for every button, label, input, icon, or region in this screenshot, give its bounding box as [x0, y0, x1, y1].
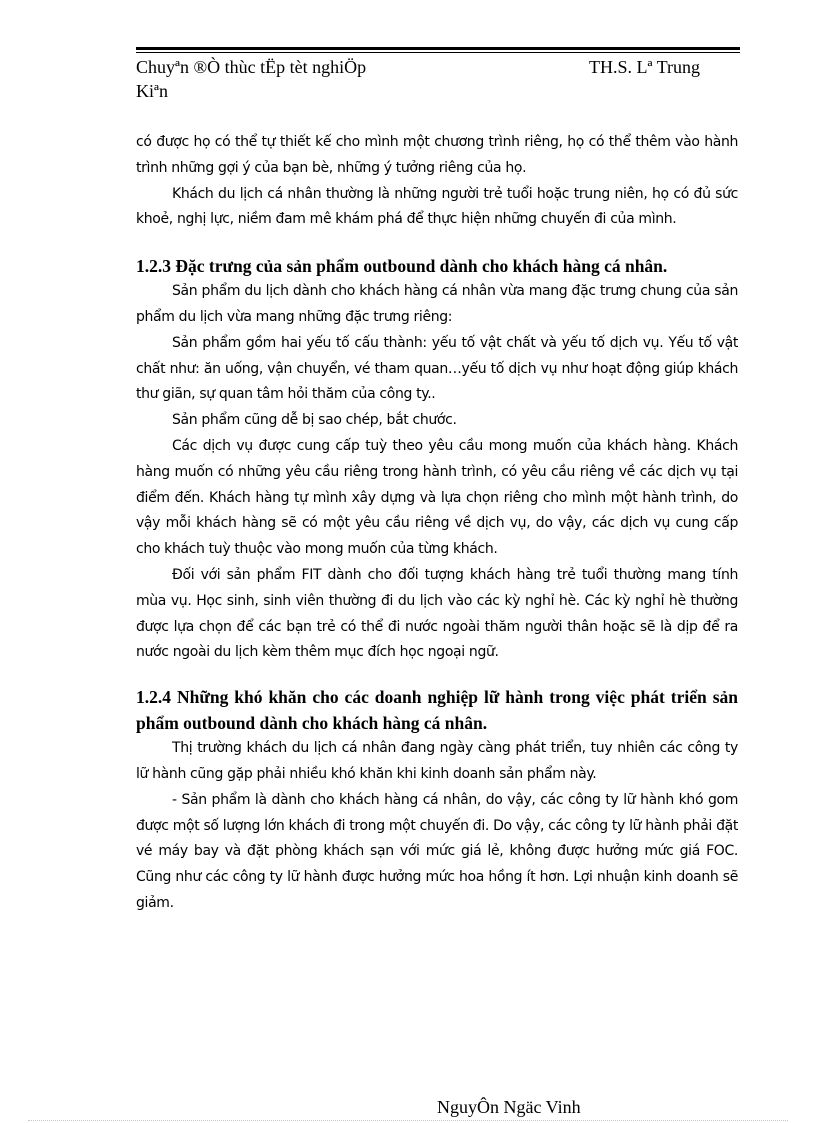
footer-author: NguyÔn Ngäc Vinh	[437, 1097, 581, 1117]
header-rule-thick	[136, 47, 740, 50]
paragraph: Sản phẩm gồm hai yếu tố cấu thành: yếu tố vật chất và yếu tố dịch vụ. Yếu tố vật chất như: ăn uống, vận chuyển, vé tham quan…yếu tố dịch vụ như hoạt động giúp khách thư giãn, sự quan tâm hỏi thăm của công ty..	[136, 334, 738, 403]
paragraph: Thị trường khách du lịch cá nhân đang ngày càng phát triển, tuy nhiên các công ty lữ hành cũng gặp phải nhiều khó khăn khi kinh doanh sản phẩm này.	[136, 740, 738, 782]
header-advisor: TH.S. Lª Trung	[589, 57, 700, 77]
header-rule-thin	[136, 52, 740, 53]
paragraph: Sản phẩm cũng dễ bị sao chép, bắt chước.	[172, 412, 457, 429]
paragraph: Sản phẩm du lịch dành cho khách hàng cá nhân vừa mang đặc trưng chung của sản phẩm du lịch vừa mang những đặc trưng riêng:	[136, 283, 738, 325]
section-heading: 1.2.3 Đặc trưng của sản phẩm outbound dành cho khách hàng cá nhân.	[136, 256, 668, 277]
section-heading: 1.2.4 Những khó khăn cho các doanh nghiệp lữ hành trong việc phát triển sản phẩm outbound dành cho khách hàng cá nhân.	[136, 687, 738, 734]
paragraph: - Sản phẩm là dành cho khách hàng cá nhân, do vậy, các công ty lữ hành khó gom được một số lượng lớn khách đi trong một chuyến đi. Do vậy, các công ty lữ hành phải đặt vé máy bay và đặt phòng khách sạn với mức giá lẻ, không được hưởng mức giá FOC. Cũng như các công ty lữ hành được hưởng mức hoa hồng ít hơn. Lợi nhuận kinh doanh sẽ giảm.	[136, 791, 738, 911]
paragraph: Đối với sản phẩm FIT dành cho đối tượng khách hàng trẻ tuổi thường mang tính mùa vụ. Học sinh, sinh viên thường đi du lịch vào các kỳ nghỉ hè. Các kỳ nghỉ hè thường được lựa chọn để các bạn trẻ có thể đi nước ngoài thăm người thân hoặc sẽ là dịp để ra nước ngoài du lịch kèm thêm mục đích học ngoại ngữ.	[136, 566, 738, 661]
paragraph: Khách du lịch cá nhân thường là những người trẻ tuổi hoặc trung niên, họ có đủ sức khoẻ, nghị lực, niềm đam mê khám phá để thực hiện những chuyến đi của mình.	[136, 185, 738, 228]
header-advisor-continued: Kiªn	[136, 81, 168, 101]
header-title: Chuyªn ®Ò thùc tËp tèt nghiÖp	[136, 57, 367, 77]
page-boundary	[28, 1120, 788, 1121]
document-body	[136, 130, 738, 917]
paragraph: có được họ có thể tự thiết kế cho mình một chương trình riêng, họ có thể thêm vào hành trình những gợi ý của bạn bè, những ý tưởng riêng của họ.	[136, 134, 738, 176]
paragraph: Các dịch vụ được cung cấp tuỳ theo yêu cầu mong muốn của khách hàng. Khách hàng muốn có những yêu cầu riêng trong hành trình, có yêu cầu riêng về các dịch vụ tại điểm đến. Khách hàng tự mình xây dựng và lựa chọn riêng cho mình một hành trình, do vậy mỗi khách hàng sẽ có một yêu cầu riêng về dịch vụ, do vậy, các dịch vụ cung cấp cho khách tuỳ thuộc vào mong muốn của từng khách.	[136, 437, 738, 558]
